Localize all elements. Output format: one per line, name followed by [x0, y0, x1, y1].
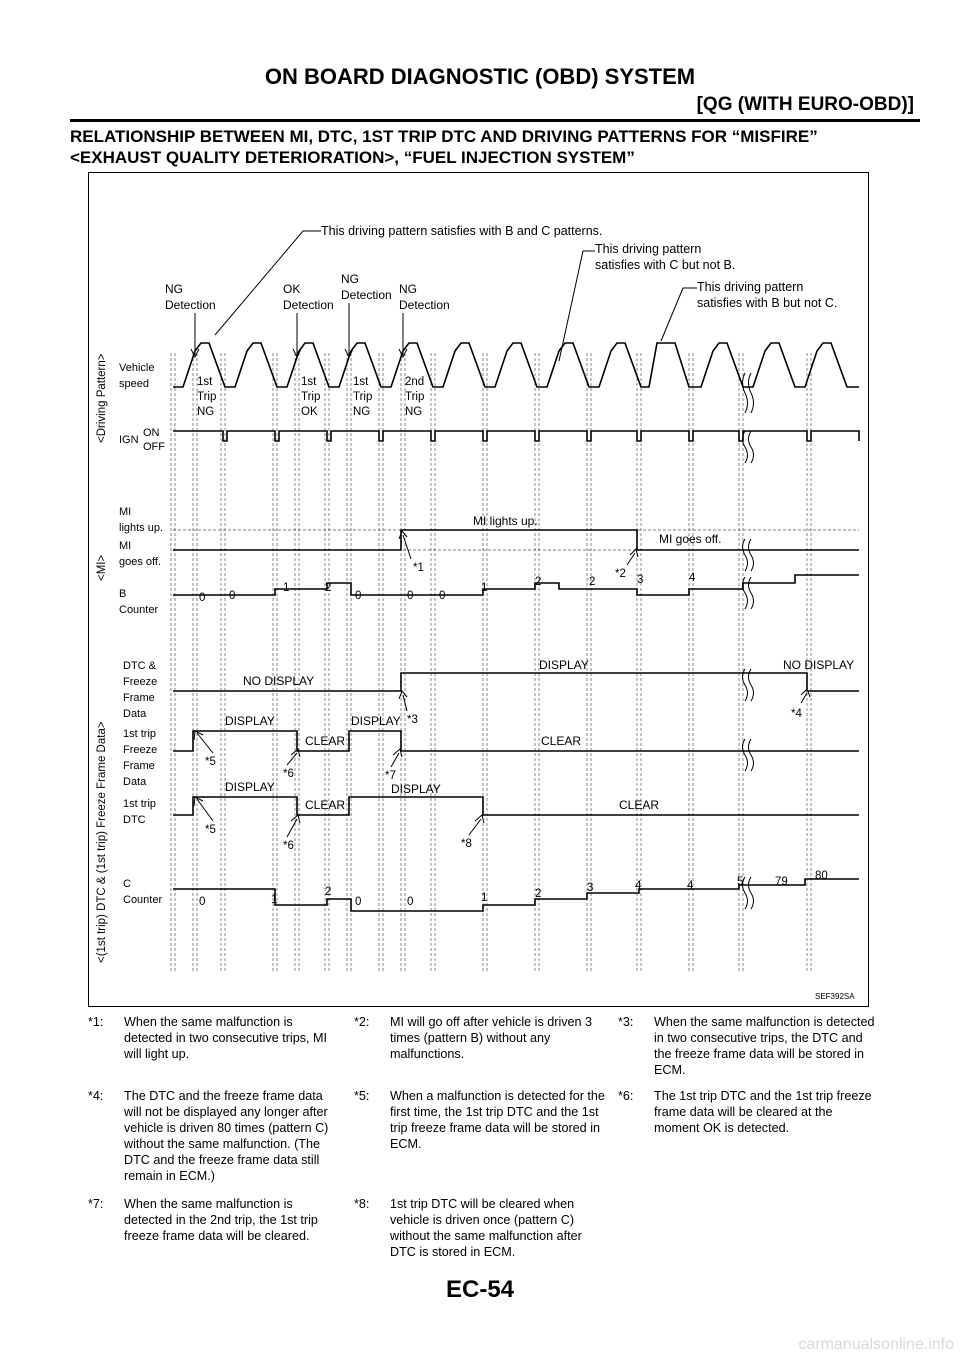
- mi-waveform: [173, 530, 859, 550]
- trip-1-b: Trip: [197, 391, 217, 403]
- b-count-10: 3: [637, 574, 644, 586]
- dtc-label-a: DTC &: [123, 660, 156, 672]
- callout-b-not-c-1: This driving pattern: [697, 280, 804, 294]
- mark-7: *7: [385, 770, 396, 782]
- note-text: When the same malfunction is detected in the 2nd trip, the 1st trip freeze frame data will be cleared.: [124, 1197, 318, 1243]
- break-marks: [743, 373, 754, 909]
- figure-code: SEF392SA: [815, 992, 855, 1001]
- section-title: [70, 126, 930, 168]
- section-title-line1: RELATIONSHIP BETWEEN MI, DTC, 1ST TRIP DTC AND DRIVING PATTERNS FOR “MISFIRE”: [70, 127, 818, 146]
- ok-detection-b: Detection: [283, 298, 334, 312]
- c-count-10: 5: [737, 876, 744, 888]
- c-count-6: 2: [535, 888, 542, 900]
- callout-c-not-b-2: satisfies with C but not B.: [595, 258, 736, 272]
- reference-lines: [173, 530, 859, 550]
- c-count-12: 80: [815, 870, 828, 882]
- trip-4-a: 2nd: [405, 376, 425, 388]
- ng-detection-3-b: Detection: [399, 298, 450, 312]
- b-counter-label-b: Counter: [119, 604, 159, 616]
- mark-4: *4: [791, 708, 802, 720]
- b-count-6: 0: [439, 590, 446, 602]
- trip-4-c: NG: [405, 406, 423, 418]
- mi-label-a: MI: [119, 506, 132, 518]
- mark-5a: *5: [205, 756, 216, 768]
- vehicle-speed-label-b: speed: [119, 378, 149, 390]
- dtc-label-b: Freeze: [123, 676, 158, 688]
- b-count-2: 1: [283, 582, 290, 594]
- dtc-label-c: Frame: [123, 692, 155, 704]
- ff-display-2: DISPLAY: [351, 714, 401, 728]
- note-text: The DTC and the freeze frame data will not be displayed any longer after vehicle is driven 80 times (pattern C) without the same malfunction. (The DTC and the freeze frame data still remain in ECM.): [124, 1089, 329, 1183]
- trip-1-a: 1st: [197, 376, 213, 388]
- b-count-9: 2: [589, 576, 596, 588]
- guide-lines: [171, 353, 811, 973]
- page-header-subtitle: [QG (WITH EURO-OBD)]: [696, 94, 914, 115]
- dtc-no-display: NO DISPLAY: [243, 674, 315, 688]
- b-counter-waveform: [173, 575, 859, 595]
- trip-2-c: OK: [301, 406, 318, 418]
- note-text: When the same malfunction is detected in two consecutive trips, MI will light up.: [124, 1015, 327, 1061]
- callout-c-not-b-1: This driving pattern: [595, 242, 702, 256]
- note-2: [354, 1014, 608, 1062]
- trip-dtc-waveform: [173, 797, 859, 815]
- ng-detection-1-b: Detection: [165, 298, 216, 312]
- trip-4-b: Trip: [405, 391, 425, 403]
- header-rule: [70, 119, 920, 122]
- note-4: [88, 1088, 338, 1184]
- mark-2: *2: [615, 568, 626, 580]
- c-count-7: 3: [587, 882, 594, 894]
- ign-label: IGN: [119, 434, 139, 446]
- mark-1: *1: [413, 562, 424, 574]
- mark-6b: *6: [283, 840, 294, 852]
- b-count-1: 0: [229, 590, 236, 602]
- c-count-1: 1: [271, 894, 278, 906]
- ign-off-label: OFF: [143, 441, 165, 453]
- dtc-display: DISPLAY: [539, 658, 589, 672]
- ff-label-c: Frame: [123, 760, 155, 772]
- group-label-driving: <Driving Pattern>: [96, 353, 108, 443]
- page-header-title: ON BOARD DIAGNOSTIC (OBD) SYSTEM: [264, 64, 696, 89]
- b-counter-label-a: B: [119, 588, 127, 600]
- vehicle-speed-label-a: Vehicle: [119, 362, 155, 374]
- note-5: [354, 1088, 608, 1152]
- dtc-label-d: Data: [123, 708, 147, 720]
- note-text: MI will go off after vehicle is driven 3 times (pattern B) without any malfunctions.: [390, 1015, 593, 1061]
- note-1: [88, 1014, 338, 1062]
- ng-detection-1-a: NG: [165, 282, 183, 296]
- td-display-2: DISPLAY: [391, 782, 441, 796]
- ng-detection-3-a: NG: [399, 282, 417, 296]
- group-label-dtc: <(1st trip) DTC & (1st trip) Freeze Frame Data>: [96, 721, 108, 963]
- c-count-0: 0: [199, 896, 206, 908]
- c-counter-label-b: Counter: [123, 894, 163, 906]
- note-key: *3:: [618, 1015, 634, 1029]
- ff-clear-2: CLEAR: [541, 734, 582, 748]
- timing-diagram-svg: [89, 173, 870, 1008]
- ok-detection-a: OK: [283, 282, 301, 296]
- c-count-11: 79: [775, 876, 788, 888]
- note-key: *6:: [618, 1089, 634, 1103]
- mi-lights-up-text: MI lights up.: [473, 514, 538, 528]
- note-markers: [205, 562, 802, 852]
- b-count-11: 4: [689, 572, 696, 584]
- note-text: The 1st trip DTC and the 1st trip freeze frame data will be cleared at the moment OK is detected.: [654, 1089, 872, 1135]
- note-key: *8:: [354, 1197, 370, 1211]
- b-count-8: 2: [535, 576, 542, 588]
- note-key: *1:: [88, 1015, 104, 1029]
- mi-label-b: lights up.: [119, 522, 164, 534]
- group-label-mi: <MI>: [96, 554, 108, 581]
- mi-label-c: MI: [119, 540, 132, 552]
- b-count-3: 2: [325, 582, 332, 594]
- ff-label-d: Data: [123, 776, 147, 788]
- ng-detection-2-a: NG: [341, 272, 359, 286]
- note-key: *4:: [88, 1089, 104, 1103]
- note-7: [88, 1196, 338, 1244]
- ign-on-label: ON: [143, 427, 160, 439]
- trip-labels: [197, 376, 424, 418]
- note-key: *2:: [354, 1015, 370, 1029]
- b-count-7: 1: [481, 582, 488, 594]
- ff-label-b: Freeze: [123, 744, 158, 756]
- mi-label-d: goes off.: [119, 556, 161, 568]
- callout-bc: This driving pattern satisfies with B and C patterns.: [321, 224, 603, 238]
- mark-3: *3: [407, 714, 418, 726]
- td-clear-1: CLEAR: [305, 798, 346, 812]
- trip-dtc-label-a: 1st trip: [123, 798, 157, 810]
- c-count-4: 0: [407, 896, 414, 908]
- b-count-0: 0: [199, 592, 206, 604]
- mark-5b: *5: [205, 824, 216, 836]
- trip-3-b: Trip: [353, 391, 373, 403]
- vehicle-speed-waveform: [173, 343, 859, 387]
- trip-1-c: NG: [197, 406, 215, 418]
- note-text: When the same malfunction is detected in two consecutive trips, the DTC and the freeze frame data will be stored in ECM.: [654, 1015, 875, 1077]
- mark-8: *8: [461, 838, 472, 850]
- page-number: EC-54: [445, 1276, 515, 1303]
- note-key: *5:: [354, 1089, 370, 1103]
- note-3: [618, 1014, 876, 1078]
- trip-2-b: Trip: [301, 391, 321, 403]
- ff-label-a: 1st trip: [123, 728, 157, 740]
- trip-3-c: NG: [353, 406, 371, 418]
- mark-6a: *6: [283, 768, 294, 780]
- watermark: carmanualsonline.info: [798, 1336, 954, 1353]
- note-6: [618, 1088, 876, 1136]
- b-count-4: 0: [355, 590, 362, 602]
- ff-waveform: [173, 731, 859, 751]
- trip-dtc-label-b: DTC: [123, 814, 146, 826]
- c-count-2: 2: [325, 886, 332, 898]
- td-clear-2: CLEAR: [619, 798, 660, 812]
- c-count-5: 1: [481, 892, 488, 904]
- td-display-1: DISPLAY: [225, 780, 275, 794]
- note-key: *7:: [88, 1197, 104, 1211]
- ff-display-1: DISPLAY: [225, 714, 275, 728]
- c-count-9: 4: [687, 880, 694, 892]
- note-text: 1st trip DTC will be cleared when vehicle is driven once (pattern C) without the same malfunction after DTC is stored in ECM.: [390, 1197, 582, 1259]
- timing-diagram: [88, 172, 869, 1007]
- note-8: [354, 1196, 608, 1260]
- trip-2-a: 1st: [301, 376, 317, 388]
- ign-waveform: [173, 431, 859, 441]
- callout-b-not-c-2: satisfies with B but not C.: [697, 296, 838, 310]
- section-title-line2: <EXHAUST QUALITY DETERIORATION>, “FUEL INJECTION SYSTEM”: [70, 148, 635, 167]
- c-count-8: 4: [635, 880, 642, 892]
- b-count-5: 0: [407, 590, 414, 602]
- ff-clear-1: CLEAR: [305, 734, 346, 748]
- note-text: When a malfunction is detected for the first time, the 1st trip DTC and the 1st trip freeze frame data will be stored in ECM.: [390, 1089, 605, 1151]
- c-counter-label-a: C: [123, 878, 131, 890]
- mi-goes-off-text: MI goes off.: [659, 532, 722, 546]
- trip-3-a: 1st: [353, 376, 369, 388]
- dtc-no-display-2: NO DISPLAY: [783, 658, 855, 672]
- ng-detection-2-b: Detection: [341, 288, 392, 302]
- c-count-3: 0: [355, 896, 362, 908]
